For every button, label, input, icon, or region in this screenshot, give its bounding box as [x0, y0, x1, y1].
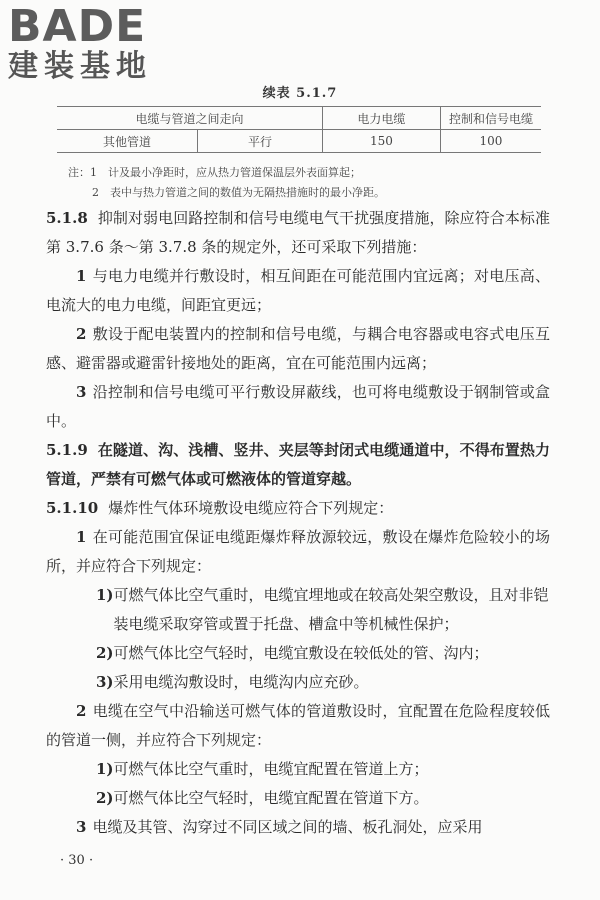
cell-power-value: 150	[322, 130, 440, 153]
header-power-cable: 电力电缆	[322, 107, 440, 130]
document-body	[46, 204, 550, 842]
clause-5-1-8-item-3	[46, 378, 550, 436]
item-number: 2	[76, 702, 87, 720]
header-direction: 电缆与管道之间走向	[57, 107, 322, 130]
item-number: 3	[76, 818, 87, 836]
item-text: 电缆及其管、沟穿过不同区域之间的墙、板孔洞处，应采用	[92, 818, 483, 836]
subitem	[46, 668, 550, 697]
logo-wordmark: BADE	[8, 1, 147, 52]
cell-control-value: 100	[440, 130, 541, 153]
table-header-row	[57, 107, 541, 130]
cell-pipe-type: 其他管道	[57, 130, 198, 153]
item-number: 1	[76, 267, 87, 285]
subitem-number: 3)	[96, 673, 114, 691]
item-text: 电缆在空气中沿输送可燃气体的管道敷设时，宜配置在危险程度较低的管道一侧，并应符合下列规定：	[46, 702, 550, 749]
clause-5-1-10-item-2	[46, 697, 550, 755]
clearance-table	[57, 106, 541, 153]
note-1: 注：1 计及最小净距时，应从热力管道保温层外表面算起；	[68, 166, 361, 179]
subitem-text: 采用电缆沟敷设时，电缆沟内应充砂。	[113, 673, 369, 691]
table-row	[57, 130, 541, 153]
clause-5-1-8	[46, 204, 550, 262]
page-number: · 30 ·	[60, 853, 94, 868]
clause-5-1-10-item-3	[46, 813, 550, 842]
subitem	[46, 581, 550, 639]
clause-5-1-10-item-1	[46, 523, 550, 581]
table-notes	[68, 164, 548, 204]
clause-number: 5.1.10	[46, 499, 99, 517]
item-number: 1	[76, 528, 87, 546]
subitem-text: 可燃气体比空气轻时，电缆宜配置在管道下方。	[113, 789, 429, 807]
clause-text: 在隧道、沟、浅槽、竖井、夹层等封闭式电缆通道中，不得布置热力管道，严禁有可燃气体或可燃液体的管道穿越。	[46, 441, 550, 488]
clause-text: 爆炸性气体环境敷设电缆应符合下列规定：	[108, 499, 394, 517]
subitem	[46, 784, 550, 813]
clause-5-1-8-item-1	[46, 262, 550, 320]
subitem-text: 可燃气体比空气重时，电缆宜配置在管道上方；	[113, 760, 429, 778]
clause-number: 5.1.8	[46, 209, 88, 227]
note-2: 2 表中与热力管道之间的数值为无隔热措施时的最小净距。	[92, 186, 385, 199]
logo-subtitle: 建装基地	[8, 49, 152, 84]
clause-5-1-10	[46, 494, 550, 523]
subitem	[46, 755, 550, 784]
subitem-text: 可燃气体比空气重时，电缆宜埋地或在较高处架空敷设，且对非铠装电缆采取穿管或置于托盘、槽盒中等机械性保护；	[113, 586, 549, 633]
cell-direction: 平行	[198, 130, 323, 153]
subitem-number: 2)	[96, 644, 114, 662]
item-text: 在可能范围宜保证电缆距爆炸释放源较远，敷设在爆炸危险较小的场所，并应符合下列规定：	[46, 528, 550, 575]
subitem-number: 1)	[96, 586, 114, 604]
subitem-number: 1)	[96, 760, 114, 778]
item-text: 沿控制和信号电缆可平行敷设屏蔽线，也可将电缆敷设于钢制管或盒中。	[46, 383, 550, 430]
subitem	[46, 639, 550, 668]
clause-number: 5.1.9	[46, 441, 88, 459]
subitem-number: 2)	[96, 789, 114, 807]
item-number: 2	[76, 325, 87, 343]
clause-5-1-9	[46, 436, 550, 494]
item-text: 敷设于配电装置内的控制和信号电缆，与耦合电容器或电容式电压互感、避雷器或避雷针接地处的距离，宜在可能范围内远离；	[46, 325, 550, 372]
table-caption: 续表 5.1.7	[262, 86, 338, 101]
item-text: 与电力电缆并行敷设时，相互间距在可能范围内宜远离；对电压高、电流大的电力电缆，间距宜更远；	[46, 267, 550, 314]
header-control-cable: 控制和信号电缆	[440, 107, 541, 130]
bade-logo	[8, 1, 183, 84]
item-number: 3	[76, 383, 87, 401]
subitem-text: 可燃气体比空气轻时，电缆宜敷设在较低处的管、沟内；	[113, 644, 489, 662]
clause-text: 抑制对弱电回路控制和信号电缆电气干扰强度措施，除应符合本标准第 3.7.6 条～第 3.7.8 条的规定外，还可采取下列措施：	[46, 209, 550, 256]
clause-5-1-8-item-2	[46, 320, 550, 378]
